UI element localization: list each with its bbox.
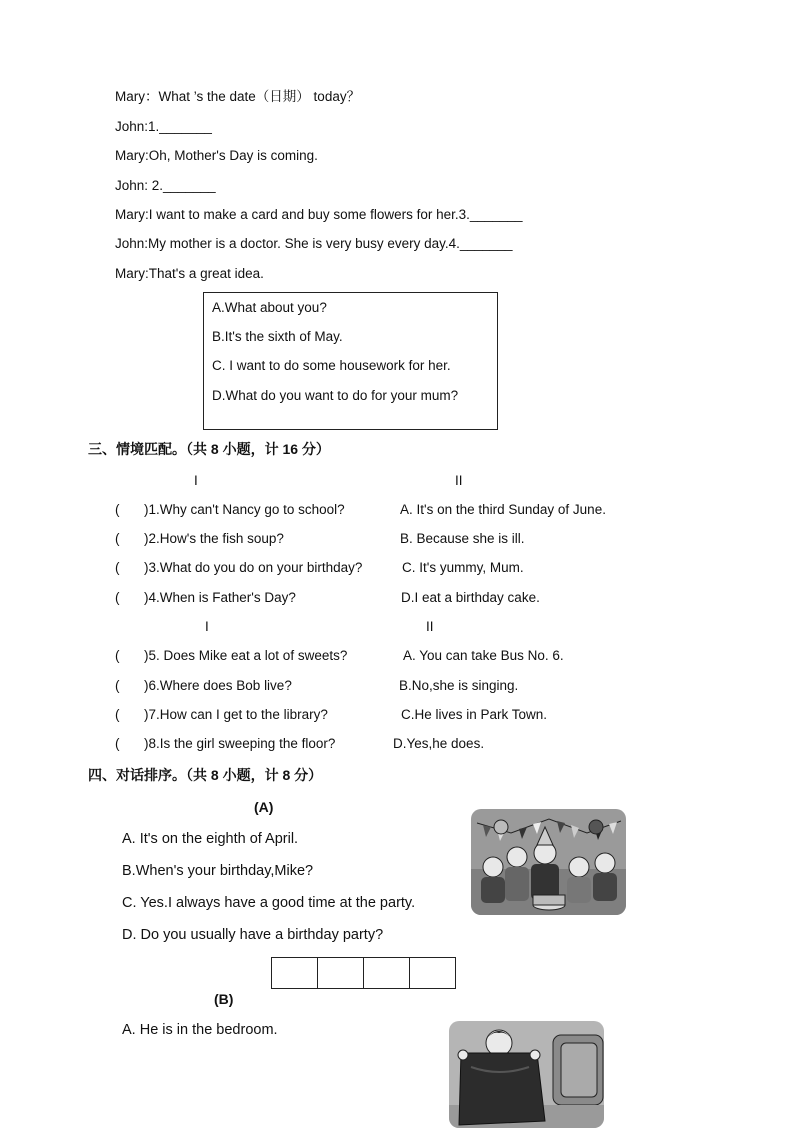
match-question: )8.Is the girl sweeping the floor? [144,736,336,751]
match-question: )7.How can I get to the library? [144,707,328,722]
dialogue-line-2: John:1._______ [115,119,212,134]
match-answer: B.No,she is singing. [399,678,519,693]
match-answer: A. You can take Bus No. 6. [403,648,564,663]
dialogue-line-3: Mary:Oh, Mother's Day is coming. [115,148,318,163]
birthday-party-image [471,809,626,915]
match-answer: D.I eat a birthday cake. [401,590,540,605]
boy-bedroom-image [449,1021,604,1128]
match-answer: C.He lives in Park Town. [401,707,548,722]
match-answer: B. Because she is ill. [400,531,525,546]
answer-cell[interactable] [410,958,456,988]
group2-col2-header: II [426,619,434,634]
match-paren[interactable]: ( [115,560,120,575]
answer-cell[interactable] [272,958,318,988]
match-paren[interactable]: ( [115,736,120,751]
option-b: B.It's the sixth of May. [212,329,343,344]
part-a-line-3: C. Yes.I always have a good time at the party. [122,895,416,911]
match-answer: C. It's yummy, Mum. [402,560,524,575]
match-question: )5. Does Mike eat a lot of sweets? [144,648,348,663]
answer-cell[interactable] [364,958,410,988]
option-a: A.What about you? [212,300,327,315]
part-a-line-1: A. It's on the eighth of April. [122,831,299,847]
match-question: )6.Where does Bob live? [144,678,292,693]
option-d: D.What do you want to do for your mum? [212,388,459,403]
dialogue-line-1: Mary：What ’s the date（日期） today？ [115,89,361,104]
section3-title: 三、情境匹配。（共 8 小题，计 16 分） [88,441,330,457]
part-a-line-2: B.When's your birthday,Mike? [122,863,314,879]
match-paren[interactable]: ( [115,648,120,663]
group1-col2-header: II [455,473,463,488]
group2-col1-header: I [205,619,209,634]
match-answer: D.Yes,he does. [393,736,485,751]
group1-col1-header: I [194,473,198,488]
option-c: C. I want to do some housework for her. [212,358,451,373]
match-question: )4.When is Father's Day? [144,590,296,605]
dialogue-line-6: John:My mother is a doctor. She is very busy every day.4._______ [115,236,513,251]
match-question: )3.What do you do on your birthday? [144,560,363,575]
match-paren[interactable]: ( [115,590,120,605]
dialogue-line-5: Mary:I want to make a card and buy some flowers for her.3._______ [115,207,523,222]
part-a-line-4: D. Do you usually have a birthday party? [122,927,384,943]
part-b-line-1: A. He is in the bedroom. [122,1022,278,1038]
part-a-label: (A) [254,799,274,815]
dialogue-line-4: John: 2._______ [115,178,216,193]
match-paren[interactable]: ( [115,707,120,722]
match-paren[interactable]: ( [115,531,120,546]
part-b-label: (B) [214,991,234,1007]
match-answer: A. It's on the third Sunday of June. [400,502,606,517]
answer-cell[interactable] [318,958,364,988]
match-question: )2.How's the fish soup? [144,531,284,546]
answer-grid[interactable] [271,957,456,989]
match-question: )1.Why can't Nancy go to school? [144,502,345,517]
dialogue-line-7: Mary:That's a great idea. [115,266,264,281]
match-paren[interactable]: ( [115,502,120,517]
section4-title: 四、对话排序。（共 8 小题，计 8 分） [88,767,323,783]
match-paren[interactable]: ( [115,678,120,693]
